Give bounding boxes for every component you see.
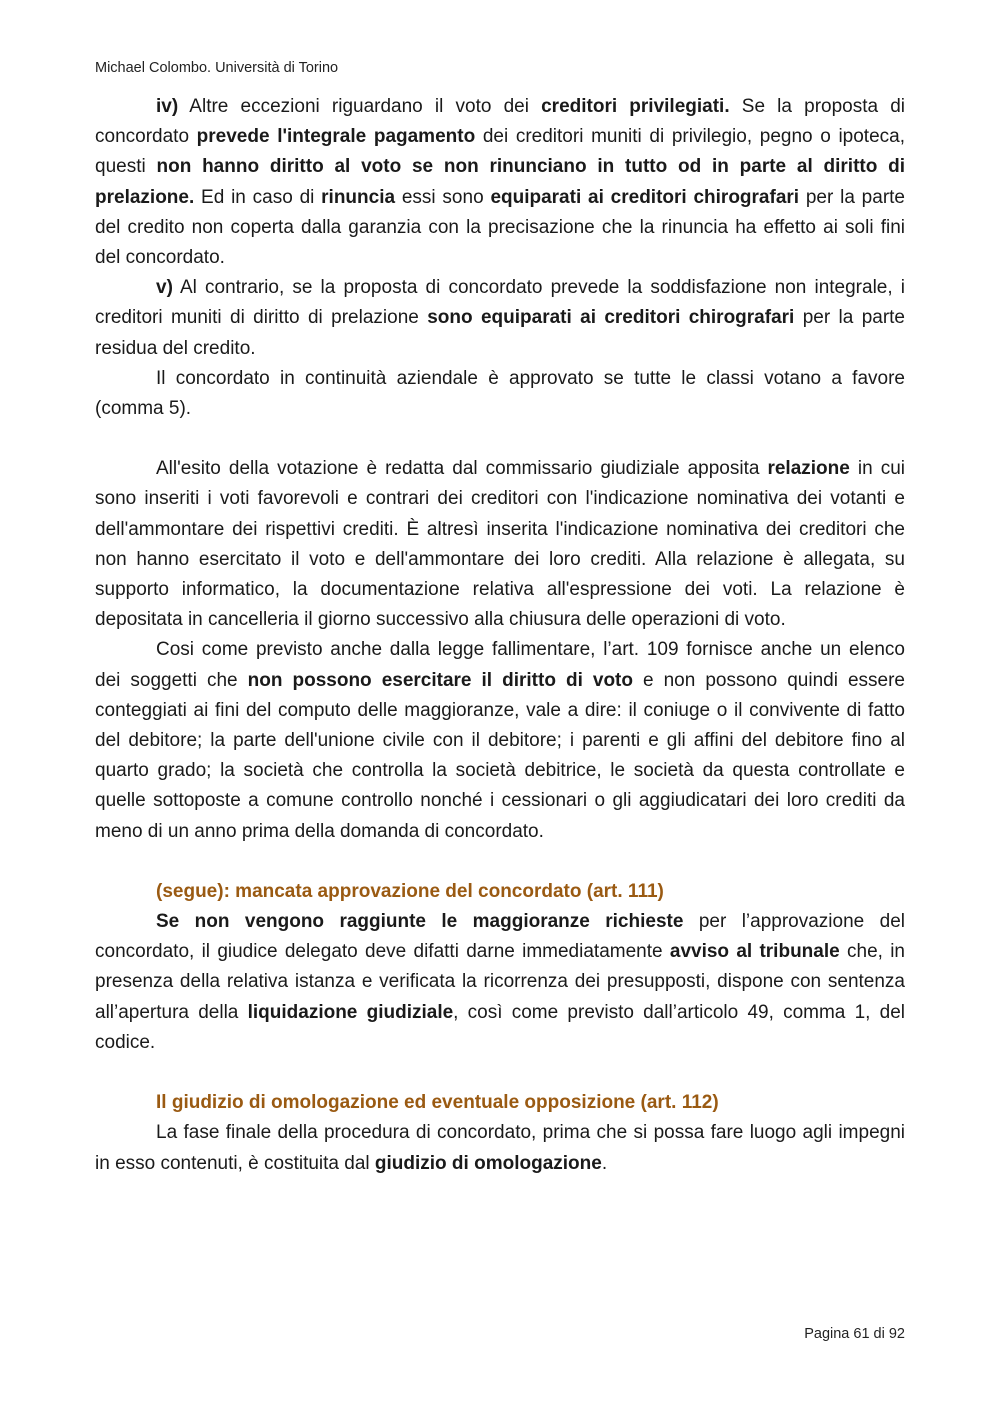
- document-body: [95, 92, 905, 1179]
- page-header-author: Michael Colombo. Università di Torino: [95, 60, 339, 76]
- paragraph-failed-approval: Se non vengono raggiunte le maggioranze richieste per l’approvazione del concordato, il giudice delegato deve difatti darne immediatamente avviso al tribunale che, in presenza della relativa istanza e verificata la ricorrenza dei presupposti, dispone con sentenza all’apertura della liquidazione giudiziale, così come previsto dall’articolo 49, comma 1, del codice.: [95, 911, 906, 1053]
- section-heading-art-111: (segue): mancata approvazione del concordato (art. 111): [156, 880, 664, 902]
- paragraph-continuity-approval: Il concordato in continuità aziendale è approvato se tutte le classi votano a favore (comma 5).: [95, 367, 905, 420]
- paragraph-v-partial-satisfaction: v) Al contrario, se la proposta di concordato prevede la soddisfazione non integrale, i creditori muniti di diritto di prelazione sono equiparati ai creditori chirografari per la parte residua del credito.: [95, 277, 905, 359]
- section-heading-art-112: Il giudizio di omologazione ed eventuale opposizione (art. 112): [156, 1092, 719, 1114]
- paragraph-voting-report: All'esito della votazione è redatta dal commissario giudiziale apposita relazione in cui sono inseriti i voti favorevoli e contrari dei creditori con l'indicazione nominativa dei votanti e dell'ammontare dei rispettivi crediti. È altresì inserita l'indicazione nominativa dei creditori che non hanno esercitato il voto e dell'ammontare dei loro crediti. Alla relazione è allegata, su supporto informatico, la documentazione relativa all'espressione dei voti. La relazione è depositata in cancelleria il giorno successivo alla chiusura delle operazioni di voto.: [95, 458, 905, 631]
- paragraph-excluded-voters: Cosi come previsto anche dalla legge fallimentare, l’art. 109 fornisce anche un elenco dei soggetti che non possono esercitare il diritto di voto e non possono quindi essere conteggiati ai fini del computo delle maggioranze, vale a dire: il coniuge o il convivente di fatto del debitore; la parte dell'unione civile con il debitore; i parenti e gli affini del debitore fino al quarto grado; la società che controlla la società debitrice, le società da questa controllate e quelle sottoposte a comune controllo nonché i cessionari o gli aggiudicatari dei loro crediti da meno di un anno prima della domanda di concordato.: [95, 639, 905, 842]
- paragraph-iv-privileged-creditors: iv) Altre eccezioni riguardano il voto dei creditori privilegiati. Se la proposta di concordato prevede l'integrale pagamento dei creditori muniti di privilegio, pegno o ipoteca, questi non hanno diritto al voto se non rinunciano in tutto od in parte al diritto di prelazione. Ed in caso di rinuncia essi sono equiparati ai creditori chirografari per la parte del credito non coperta dalla garanzia con la precisazione che la rinuncia ha effetto ai soli fini del concordato.: [95, 96, 906, 269]
- paragraph-homologation: La fase finale della procedura di concordato, prima che si possa fare luogo agli impegni in esso contenuti, è costituita dal giudizio di omologazione.: [95, 1122, 905, 1174]
- page-number: Pagina 61 di 92: [804, 1326, 905, 1342]
